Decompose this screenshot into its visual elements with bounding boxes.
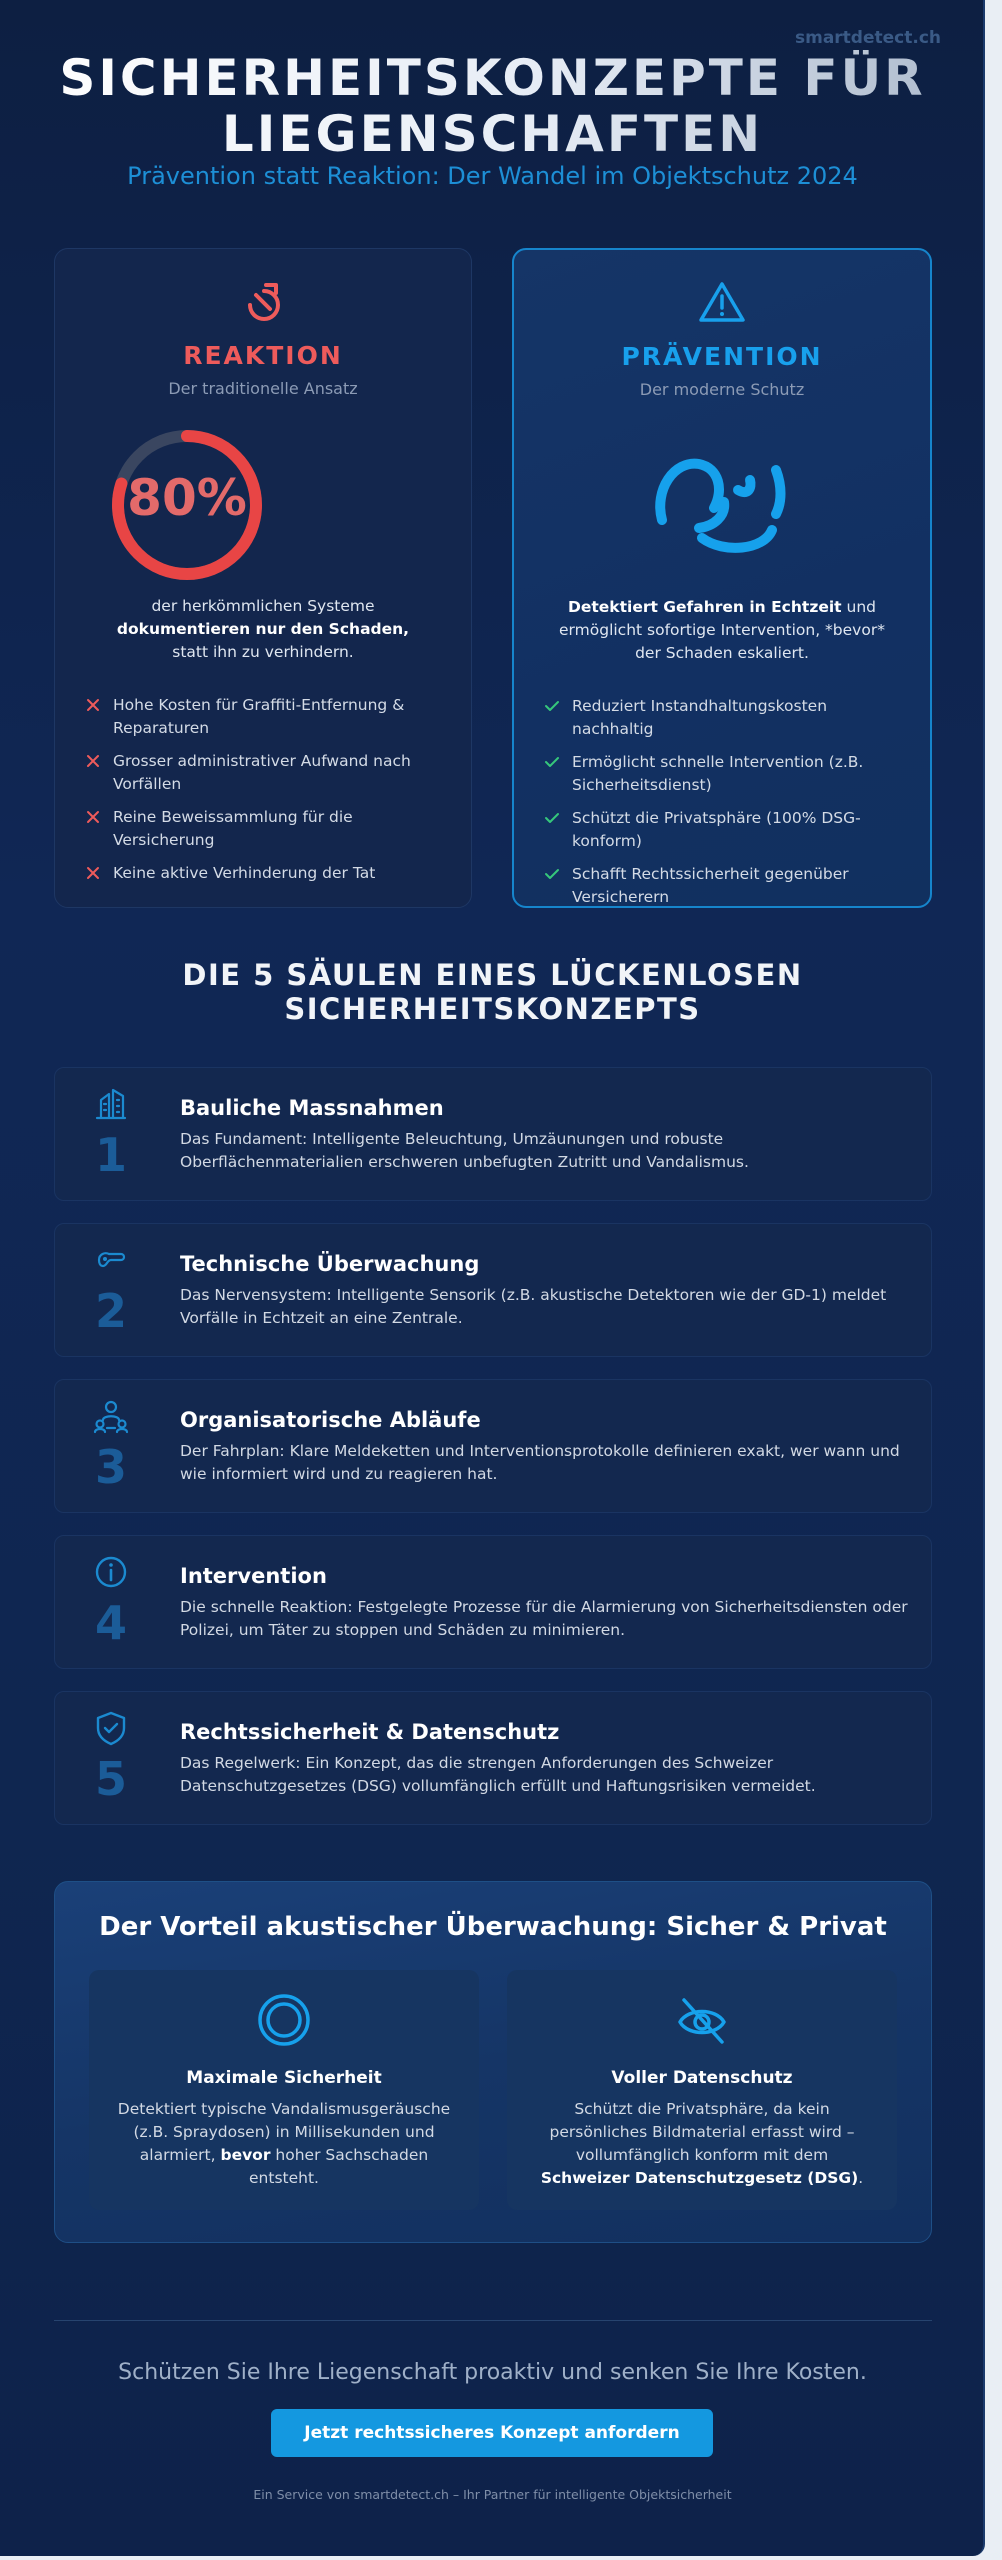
pillar-number: 1 [94, 1128, 127, 1182]
prevention-title: PRÄVENTION [621, 342, 823, 371]
people-icon [93, 1398, 129, 1434]
reaction-desc-line1: der herkömmlichen Systeme [151, 597, 375, 615]
pillar-card [54, 1691, 932, 1825]
pillar-text: Das Fundament: Intelligente Beleuchtung, Umzäunungen und robuste Oberflächenmaterialien erschweren unbefugten Zutritt und Vandalismus. [180, 1130, 749, 1171]
pillar-number: 4 [94, 1596, 127, 1650]
prevention-desc-bold: Detektiert Gefahren in Echtzeit [568, 598, 842, 616]
gauge-value: 80% [127, 469, 247, 527]
advantage-section [54, 1881, 932, 2243]
check-icon [544, 810, 560, 826]
list-item: Reduziert Instandhaltungskosten nachhaltig [544, 695, 906, 741]
check-icon [544, 754, 560, 770]
eye-off-icon [674, 1992, 730, 2048]
target-icon [256, 1992, 312, 2048]
pillar-number: 5 [94, 1752, 127, 1806]
prevention-desc-line2: ermöglicht sofortige Intervention, *bevor* [559, 621, 885, 639]
prevention-card [512, 248, 932, 908]
pillar-text: Das Regelwerk: Ein Konzept, das die strengen Anforderungen des Schweizer Datenschutzgesetzes (DSG) vollumfänglich erfüllt und Haftungsrisiken vermeidet. [180, 1754, 816, 1795]
cross-icon [85, 697, 101, 713]
reaction-description [75, 595, 451, 664]
reaction-card [54, 248, 472, 908]
sensor-icon [93, 1242, 129, 1278]
pillar-title: Organisatorische Abläufe [180, 1408, 481, 1432]
list-item: Grosser administrativer Aufwand nach Vorfällen [85, 750, 447, 796]
list-item: Ermöglicht schnelle Intervention (z.B. Sicherheitsdienst) [544, 751, 906, 797]
prevention-desc-line3: der Schaden eskaliert. [635, 644, 809, 662]
divider [54, 2320, 932, 2321]
pillar-text: Der Fahrplan: Klare Meldeketten und Interventionsprotokolle definieren exakt, wer wann und wie informiert wird und zu reagieren hat. [180, 1442, 900, 1483]
info-icon [93, 1554, 129, 1590]
reaction-title: REAKTION [183, 341, 343, 370]
ear-icon [644, 450, 804, 560]
building-icon [93, 1086, 129, 1122]
page-title-line1: SICHERHEITSKONZEPTE FÜR [59, 49, 926, 107]
list-item: Schützt die Privatsphäre (100% DSG-konform) [544, 807, 906, 853]
page-subtitle: Prävention statt Reaktion: Der Wandel im Objektschutz 2024 [127, 162, 858, 190]
pillar-number: 2 [94, 1284, 127, 1338]
brand-label: smartdetect.ch [794, 28, 941, 48]
security-text: Detektiert typische Vandalismusgeräusche (z.B. Spraydosen) in Millisekunden und alarmiert, bevor hoher Sachschaden entsteht. [117, 2100, 451, 2187]
check-icon [544, 866, 560, 882]
footer-text: Ein Service von smartdetect.ch – Ihr Partner für intelligente Objektsicherheit [253, 2487, 732, 2502]
cross-icon [85, 865, 101, 881]
pillar-card [54, 1067, 932, 1201]
cta-text: Schützen Sie Ihre Liegenschaft proaktiv und senken Sie Ihre Kosten. [118, 2360, 867, 2385]
pillar-title: Bauliche Massnahmen [180, 1096, 444, 1120]
shield-check-icon [93, 1710, 129, 1746]
pillar-title: Technische Überwachung [180, 1252, 480, 1276]
pillar-text: Das Nervensystem: Intelligente Sensorik (z.B. akustische Detektoren wie der GD-1) meldet Vorfälle in Echtzeit an eine Zentrale. [180, 1286, 887, 1327]
warning-triangle-icon [695, 276, 749, 330]
prevention-description: Detektiert Gefahren in Echtzeit und ermöglicht sofortige Intervention, *bevor* der Schaden eskaliert. [534, 596, 910, 665]
advantage-title: Der Vorteil akustischer Überwachung: Sicher & Privat [99, 1912, 887, 1942]
spray-can-icon [236, 275, 290, 329]
pillar-title: Intervention [180, 1564, 327, 1588]
prevention-points [544, 695, 906, 919]
pillar-card [54, 1535, 932, 1669]
security-box [89, 1970, 479, 2210]
page-title [0, 50, 985, 162]
page-title-line2: LIEGENSCHAFTEN [221, 105, 764, 163]
reaction-desc-line3: statt ihn zu verhindern. [172, 643, 354, 661]
pillar-text: Die schnelle Reaktion: Festgelegte Prozesse für die Alarmierung von Sicherheitsdiensten oder Polizei, um Täter zu stoppen und Schäden zu minimieren. [180, 1598, 908, 1639]
reaction-points [85, 694, 447, 895]
pillar-card [54, 1223, 932, 1357]
list-item: Reine Beweissammlung für die Versicherung [85, 806, 447, 852]
list-item: Keine aktive Verhinderung der Tat [85, 862, 447, 885]
cross-icon [85, 809, 101, 825]
privacy-title: Voller Datenschutz [611, 2068, 793, 2088]
privacy-text: Schützt die Privatsphäre, da kein persönliches Bildmaterial erfasst wird – vollumfänglich konform mit dem Schweizer Datenschutzgesetz (DSG). [540, 2100, 864, 2187]
pillar-number: 3 [94, 1440, 127, 1494]
pillar-title: Rechtssicherheit & Datenschutz [180, 1720, 560, 1744]
request-concept-button[interactable]: Jetzt rechtssicheres Konzept anfordern [271, 2409, 713, 2457]
reaction-desc-bold: dokumentieren nur den Schaden, [116, 620, 410, 638]
security-title: Maximale Sicherheit [186, 2068, 382, 2088]
list-item: Schafft Rechtssicherheit gegenüber Versicherern [544, 863, 906, 909]
list-item: Hohe Kosten für Graffiti-Entfernung & Reparaturen [85, 694, 447, 740]
pillar-card [54, 1379, 932, 1513]
check-icon [544, 698, 560, 714]
reaction-subtitle: Der traditionelle Ansatz [168, 379, 358, 398]
prevention-subtitle: Der moderne Schutz [639, 380, 805, 399]
privacy-box [507, 1970, 897, 2210]
pillars-section-title: DIE 5 SÄULEN EINES LÜCKENLOSEN SICHERHEITSKONZEPTS [182, 958, 803, 1026]
cross-icon [85, 753, 101, 769]
